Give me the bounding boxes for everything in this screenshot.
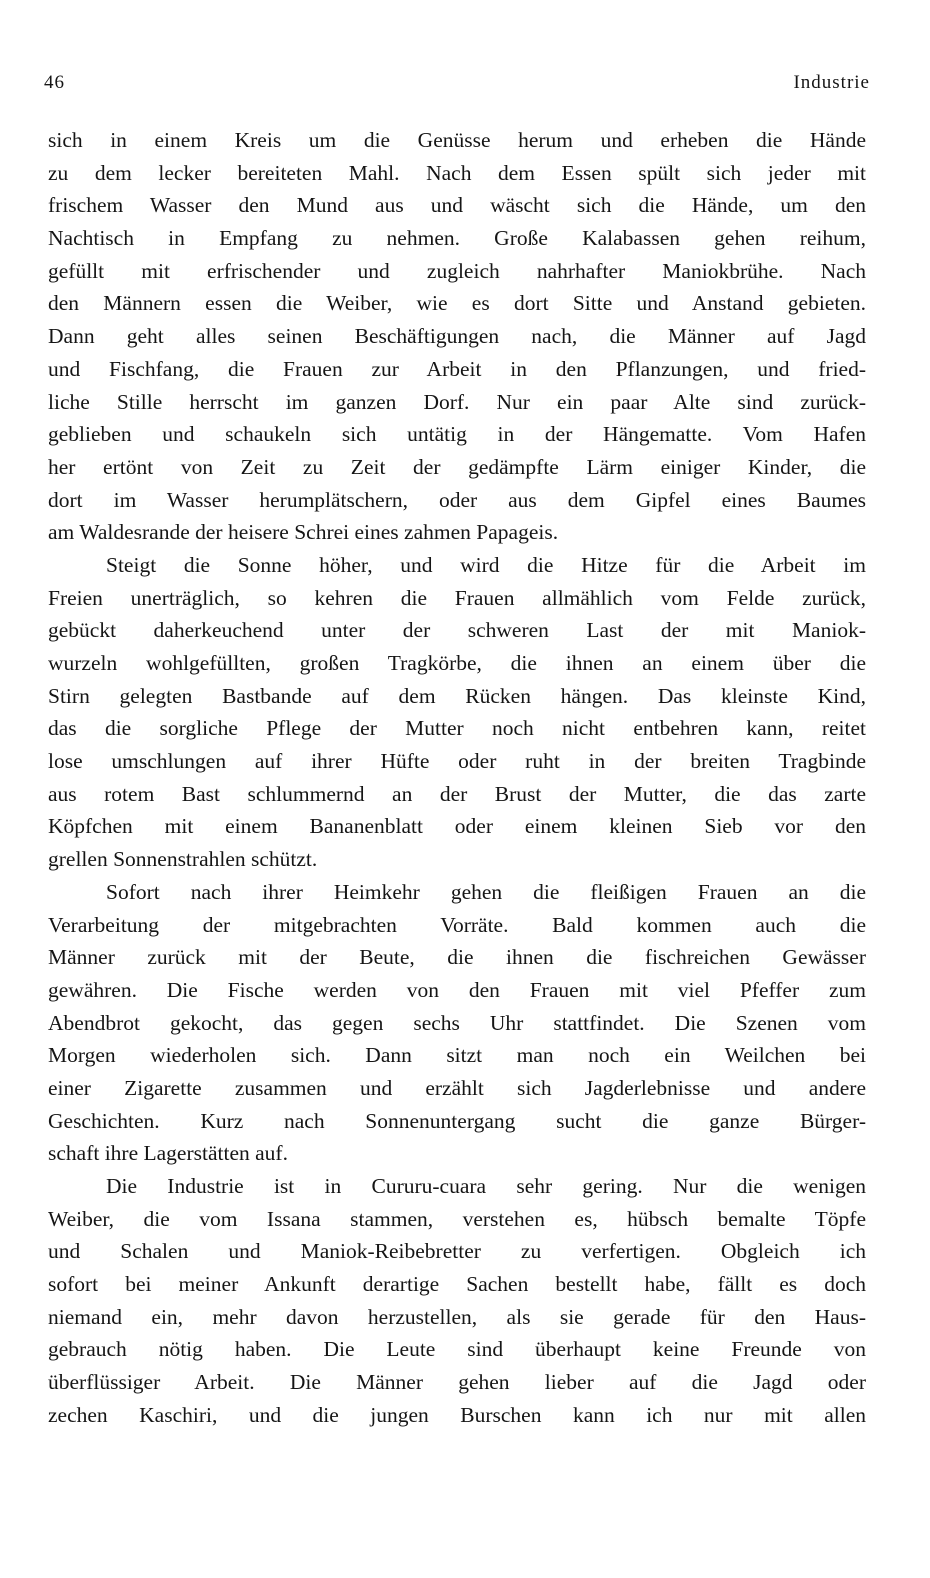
text-line: gebrauch nötig haben. Die Leute sind überhaupt keine Freunde von [48, 1337, 866, 1362]
text-line: und Schalen und Maniok-Reibebretter zu verfertigen. Obgleich ich [48, 1239, 866, 1264]
text-line: Stirn gelegten Bastbande auf dem Rücken hängen. Das kleinste Kind, [48, 683, 866, 708]
text-line: Verarbeitung der mitgebrachten Vorräte. Bald kommen auch die [48, 912, 866, 937]
text-line: frischem Wasser den Mund aus und wäscht sich die Hände, um den [48, 193, 866, 218]
text-line: sich in einem Kreis um die Genüsse herum und erheben die Hände [48, 128, 866, 152]
text-line: am Waldesrande der heisere Schrei eines zahmen Papageis. [48, 520, 559, 545]
text-line: zu dem lecker bereiteten Mahl. Nach dem Essen spült sich jeder mit [48, 160, 866, 185]
paragraph [48, 124, 866, 549]
text-line: Männer zurück mit der Beute, die ihnen die fischreichen Gewässer [48, 945, 866, 970]
text-line: Sofort nach ihrer Heimkehr gehen die fleißigen Frauen an die [106, 879, 866, 904]
text-line: Steigt die Sonne höher, und wird die Hitze für die Arbeit im [106, 552, 866, 577]
running-head: Industrie [793, 72, 870, 93]
text-line: sofort bei meiner Ankunft derartige Sachen bestellt habe, fällt es doch [48, 1272, 866, 1297]
text-line: Freien unerträglich, so kehren die Frauen allmählich vom Felde zurück, [48, 585, 866, 610]
paragraph [48, 876, 866, 1170]
text-line: das die sorgliche Pflege der Mutter noch nicht entbehren kann, reitet [48, 716, 866, 741]
text-line: Köpfchen mit einem Bananenblatt oder einem kleinen Sieb vor den [48, 814, 866, 839]
text-line: gebückt daherkeuchend unter der schweren Last der mit Maniok- [48, 618, 866, 643]
paragraph [48, 1170, 866, 1432]
text-line: schaft ihre Lagerstätten auf. [48, 1141, 288, 1166]
text-line: grellen Sonnenstrahlen schützt. [48, 847, 318, 872]
text-line: zechen Kaschiri, und die jungen Burschen kann ich nur mit allen [48, 1402, 866, 1427]
text-line: den Männern essen die Weiber, wie es dort Sitte und Anstand gebieten. [48, 291, 866, 316]
text-line: einer Zigarette zusammen und erzählt sich Jagderlebnisse und andere [48, 1075, 866, 1100]
page-number: 46 [44, 72, 65, 93]
text-line: Morgen wiederholen sich. Dann sitzt man noch ein Weilchen bei [48, 1043, 866, 1068]
paragraph [48, 549, 866, 876]
text-line: Dann geht alles seinen Beschäftigungen nach, die Männer auf Jagd [48, 324, 866, 349]
text-line: niemand ein, mehr davon herzustellen, als sie gerade für den Haus- [48, 1304, 866, 1329]
body-text [48, 124, 866, 1432]
text-line: gewähren. Die Fische werden von den Frauen mit viel Pfeffer zum [48, 977, 866, 1002]
page-header [44, 72, 870, 102]
text-line: wurzeln wohlgefüllten, großen Tragkörbe, die ihnen an einem über die [48, 651, 866, 675]
text-line: Weiber, die vom Issana stammen, verstehen es, hübsch bemalte Töpfe [48, 1206, 866, 1231]
text-line: Geschichten. Kurz nach Sonnenuntergang sucht die ganze Bürger- [48, 1108, 866, 1133]
text-line: lose umschlungen auf ihrer Hüfte oder ruht in der breiten Tragbinde [48, 749, 866, 774]
text-line: dort im Wasser herumplätschern, oder aus dem Gipfel eines Baumes [48, 487, 866, 512]
text-line: aus rotem Bast schlummernd an der Brust der Mutter, die das zarte [48, 781, 866, 806]
text-line: geblieben und schaukeln sich untätig in der Hängematte. Vom Hafen [48, 422, 866, 447]
text-line: überflüssiger Arbeit. Die Männer gehen lieber auf die Jagd oder [48, 1370, 866, 1395]
text-line: her ertönt von Zeit zu Zeit der gedämpfte Lärm einiger Kinder, die [48, 454, 866, 479]
text-line: liche Stille herrscht im ganzen Dorf. Nur ein paar Alte sind zurück- [48, 389, 866, 414]
text-line: Abendbrot gekocht, das gegen sechs Uhr stattfindet. Die Szenen vom [48, 1010, 866, 1035]
text-line: und Fischfang, die Frauen zur Arbeit in den Pflanzungen, und fried- [48, 356, 866, 381]
text-line: gefüllt mit erfrischender und zugleich nahrhafter Maniokbrühe. Nach [48, 258, 866, 283]
text-line: Nachtisch in Empfang zu nehmen. Große Kalabassen gehen reihum, [48, 226, 866, 251]
text-line: Die Industrie ist in Cururu-cuara sehr gering. Nur die wenigen [106, 1174, 866, 1198]
